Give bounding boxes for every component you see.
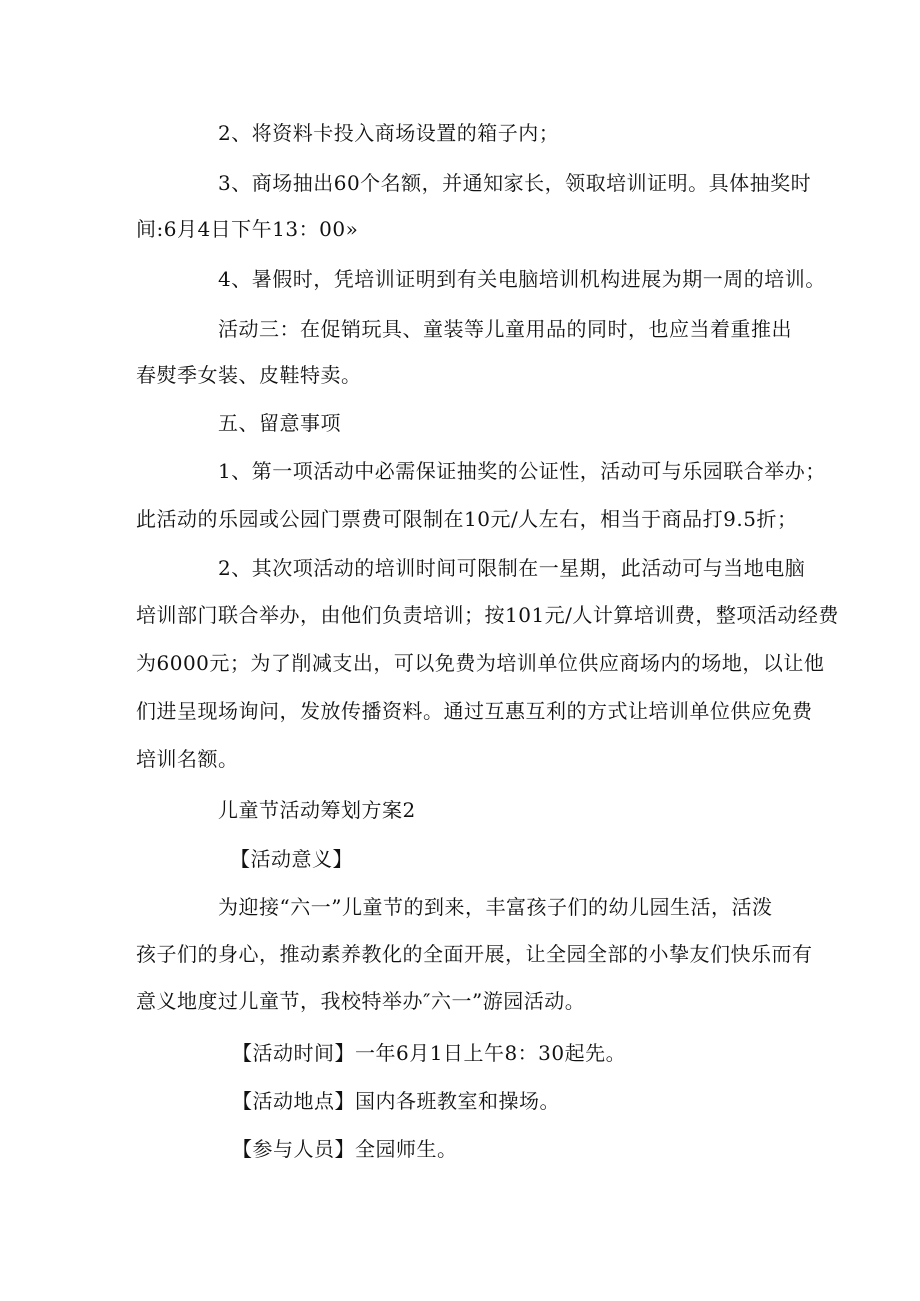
paragraph-line: 此活动的乐园或公园门票费可限制在10元/人左右，相当于商品打9.5折； (136, 507, 798, 531)
paragraph-line: 活动三：在促销玩具、童装等儿童用品的同时，也应当着重推出 (218, 317, 792, 341)
paragraph-line: 1、第一项活动中必需保证抽奖的公证性，活动可与乐园联合举办； (218, 459, 826, 483)
paragraph-line: 春熨季女装、皮鞋特卖。 (136, 363, 362, 387)
paragraph-line: 2、将资料卡投入商场设置的箱子内； (218, 121, 560, 145)
document-title: 儿童节活动筹划方案2 (218, 798, 416, 822)
paragraph-line: 3、商场抽出60个名额，并通知家长，领取培训证明。具体抽奖时 (218, 171, 812, 195)
paragraph-line: 为迎接“六一”儿童节的到来，丰富孩子们的幼儿园生活，活泼 (218, 895, 773, 919)
paragraph-line: 意义地度过儿童节，我校特举办″六一”游园活动。 (136, 989, 586, 1013)
paragraph-line: 孩子们的身心，推动素养教化的全面开展，让全园全部的小挚友们快乐而有 (136, 942, 813, 966)
section-heading: 五、留意事项 (218, 411, 341, 435)
section-heading: 【活动意义】 (230, 847, 353, 871)
info-line: 【参与人员】全园师生。 (232, 1137, 458, 1161)
paragraph-line: 培训名额。 (136, 747, 239, 771)
info-line: 【活动地点】国内各班教室和操场。 (232, 1089, 560, 1113)
info-line: 【活动时间】一年6月1日上午8：30起先。 (232, 1041, 627, 1065)
paragraph-line: 4、暑假时，凭培训证明到有关电脑培训机构进展为期一周的培训。 (218, 267, 826, 291)
paragraph-line: 培训部门联合举办，由他们负责培训；按101元/人计算培训费，整项活动经费 (136, 603, 839, 627)
paragraph-line: 为6000元；为了削减支出，可以免费为培训单位供应商场内的场地，以让他 (136, 651, 825, 675)
paragraph-line: 们进呈现场询问，发放传播资料。通过互惠互利的方式让培训单位供应免费 (136, 699, 813, 723)
paragraph-line: 2、其次项活动的培训时间可限制在一星期，此活动可与当地电脑 (218, 556, 806, 580)
paragraph-line: 间:6月4日下午13：00» (136, 217, 359, 241)
